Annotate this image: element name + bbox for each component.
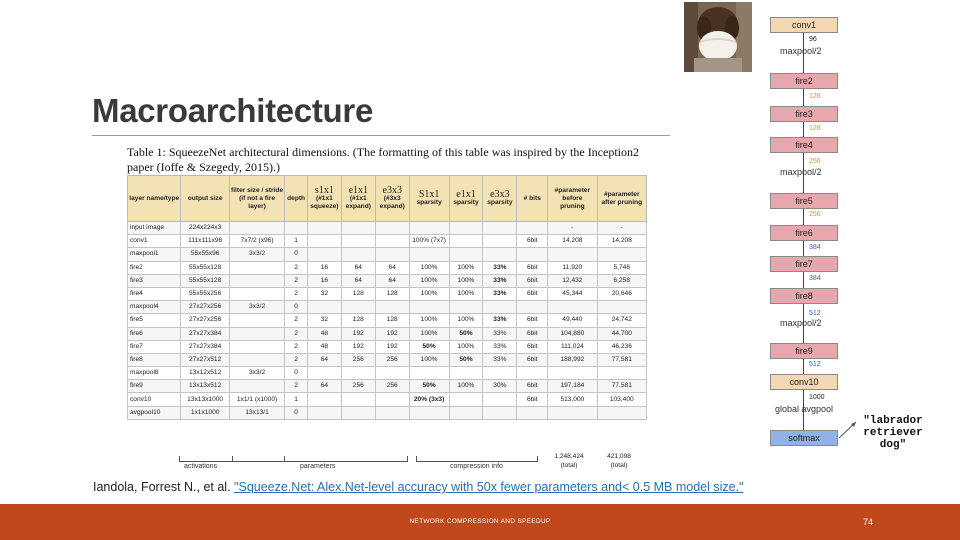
node-fire5: fire5 [770,193,838,209]
table-cell [229,274,285,287]
table-cell [229,261,285,274]
table-cell: 128 [341,287,375,300]
slide-title: Macroarchitecture [92,92,374,129]
table-cell: 192 [375,327,409,340]
table-cell [483,235,517,248]
header-e1x1-main: e1x1 [348,184,369,196]
table-cell: 64 [341,261,375,274]
table-cell: 0 [285,406,308,419]
header-e1x1 [341,176,375,222]
table-cell [307,222,341,235]
table-cell [597,367,646,380]
table-cell: input image [128,222,181,235]
table-cell: 103,400 [597,393,646,406]
table-cell: 32 [307,287,341,300]
citation-link[interactable]: "Squeeze.Net: Alex.Net-level accuracy with 50x fewer parameters and< 0.5 MB model size." [234,480,744,494]
table-cell: 33% [483,353,517,366]
table-cell: 33% [483,327,517,340]
node-conv10: conv10 [770,374,838,390]
table-cell: 12,432 [548,274,597,287]
table-cell: 33% [483,287,517,300]
table-row [128,235,647,248]
table-cell: 2 [285,287,308,300]
footer-title: NETWORK COMPRESSION AND SPEEDUP [409,518,551,525]
table-row [128,274,647,287]
table-cell: 100% [409,353,449,366]
header-s1x1-sparsity-main: S1x1 [418,188,440,200]
table-cell: 45,344 [548,287,597,300]
node-fire4: fire4 [770,137,838,153]
pool-maxpool4: maxpool/2 [780,167,822,177]
table-cell: 100% [449,340,483,353]
brace-activations-label: activations [184,463,218,470]
table-cell: 128 [375,287,409,300]
header-bits: # bits [517,176,548,222]
table-cell: fire4 [128,287,181,300]
table-cell: maxpool1 [128,248,181,261]
table-cell: 44,700 [597,327,646,340]
header-e3x3-sparsity-main: e3x3 [490,188,510,200]
table-cell: 27x27x384 [181,340,229,353]
table-cell: 50% [409,340,449,353]
table-cell [307,367,341,380]
table-cell: 50% [449,327,483,340]
table-cell [307,301,341,314]
table-cell [229,380,285,393]
table-cell: 33% [483,340,517,353]
pool-maxpool8: maxpool/2 [780,318,822,328]
table-cell: 20% (3x3) [409,393,449,406]
table-cell: 55x55x96 [181,248,229,261]
table-cell [548,406,597,419]
result-arrow-icon [838,418,860,442]
table-cell: 16 [307,274,341,287]
table-cell: 0 [285,248,308,261]
table-cell: - [597,222,646,235]
table-cell [517,406,548,419]
table-cell: 20,646 [597,287,646,300]
flow-96: 96 [809,36,817,43]
table-cell [307,248,341,261]
table-cell [375,301,409,314]
table-cell [449,406,483,419]
table-cell [341,406,375,419]
table-cell [449,393,483,406]
table-cell [483,367,517,380]
table-cell [307,406,341,419]
table-cell: 2 [285,274,308,287]
node-fire8: fire8 [770,288,838,304]
table-row [128,367,647,380]
table-cell [229,314,285,327]
table-cell: 6,258 [597,274,646,287]
table-row [128,222,647,235]
header-params-after: #parameter after pruning [597,176,646,222]
node-conv1: conv1 [770,17,838,33]
table-cell: fire7 [128,340,181,353]
header-s1x1 [307,176,341,222]
table-cell: 224x224x3 [181,222,229,235]
table-cell: 46,236 [597,340,646,353]
node-fire3: fire3 [770,106,838,122]
table-cell: 100% (7x7) [409,235,449,248]
table-cell [375,248,409,261]
flow-384a: 384 [809,244,821,251]
table-cell: 27x27x384 [181,327,229,340]
table-row [128,261,647,274]
table-row [128,314,647,327]
table-cell [229,353,285,366]
table-header-row [128,176,647,222]
table-row [128,380,647,393]
header-e3x3-sub: (#3x3 expand) [379,194,405,210]
header-s1x1-sub: (#1x1 squeeze) [310,194,339,210]
flow-128b: 128 [809,125,821,132]
table-cell: 256 [375,380,409,393]
table-cell: 30% [483,380,517,393]
table-cell [483,222,517,235]
table-cell [483,248,517,261]
table-cell: 50% [449,353,483,366]
flow-256b: 256 [809,211,821,218]
table-cell [483,301,517,314]
table-cell: 6bit [517,314,548,327]
table-cell: 64 [341,274,375,287]
dog-photo [684,2,752,72]
header-e1x1-sparsity-sub: sparsity [453,198,479,206]
table-row [128,301,647,314]
table-cell: 27x27x256 [181,301,229,314]
table-cell [449,367,483,380]
table-cell [341,301,375,314]
table-cell [483,406,517,419]
table-cell: 6bit [517,287,548,300]
table-cell: 55x55x256 [181,287,229,300]
table-cell [409,367,449,380]
header-params-before: #parameter before pruning [548,176,597,222]
citation-authors: Iandola, Forrest N., et al. [93,480,235,494]
table-cell: 111,024 [548,340,597,353]
table-cell: 100% [449,380,483,393]
table-cell: 6bit [517,393,548,406]
table-cell [517,301,548,314]
table-cell: 33% [483,261,517,274]
table-cell: 6bit [517,261,548,274]
table-cell [341,393,375,406]
table-cell: 55x55x128 [181,274,229,287]
flow-1000: 1000 [809,394,825,401]
table-cell: 1 [285,235,308,248]
header-layer: layer name/type [128,176,181,222]
table-cell: maxpool4 [128,301,181,314]
table-cell [229,222,285,235]
table-cell: 64 [307,353,341,366]
table-row [128,406,647,419]
table-cell [517,367,548,380]
total-before-value: 1,248,424 [554,453,584,460]
brace-parameters [232,456,408,462]
pool-global-avgpool: global avgpool [775,404,834,414]
header-filter-size: filter size / stride (if not a fire layer) [229,176,285,222]
table-cell: 50% [409,380,449,393]
table-cell: 100% [449,274,483,287]
table-cell: 128 [375,314,409,327]
table-row [128,353,647,366]
table-cell: - [548,222,597,235]
table-cell: 6bit [517,353,548,366]
node-softmax: softmax [770,430,838,446]
table-cell: 6bit [517,274,548,287]
table-cell [229,287,285,300]
table-cell: 100% [409,274,449,287]
table-cell [597,301,646,314]
table-cell: fire8 [128,353,181,366]
node-fire7: fire7 [770,256,838,272]
header-e1x1-sub: (#1x1 expand) [345,194,371,210]
brace-compression-label: compression info [450,463,503,470]
pool-maxpool1: maxpool/2 [780,46,822,56]
table-row [128,248,647,261]
table-cell: 111x111x96 [181,235,229,248]
table-cell [285,222,308,235]
table-row [128,287,647,300]
table-cell: 104,880 [548,327,597,340]
table-cell: 2 [285,314,308,327]
table-cell [449,235,483,248]
flow-128a: 128 [809,93,821,100]
table-row [128,393,647,406]
table-cell: 6bit [517,235,548,248]
table-cell: 513,000 [548,393,597,406]
table-cell: conv1 [128,235,181,248]
table-cell: 100% [409,261,449,274]
table-cell: avgpool10 [128,406,181,419]
total-after-value: 421,098 [607,453,631,460]
table-cell: 14,208 [548,235,597,248]
title-divider [92,135,670,136]
table-cell: 100% [449,261,483,274]
table-cell: 48 [307,340,341,353]
table-cell: 0 [285,301,308,314]
table-cell: 13x13x1000 [181,393,229,406]
node-fire2: fire2 [770,73,838,89]
table-cell [517,222,548,235]
table-cell: 3x3/2 [229,301,285,314]
table-cell [597,406,646,419]
table-cell: 256 [341,380,375,393]
table-cell: 13x13x512 [181,380,229,393]
node-fire6: fire6 [770,225,838,241]
table-cell: 100% [409,314,449,327]
table-cell [483,393,517,406]
table-cell [375,222,409,235]
table-cell: 100% [449,287,483,300]
table-row [128,327,647,340]
table-cell: 16 [307,261,341,274]
table-caption: Table 1: SqueezeNet architectural dimensions. (The formatting of this table was inspired by the Inception2 paper (Ioffe & Szegedy, 2015).) [127,145,640,174]
table-cell [548,248,597,261]
table-cell [341,367,375,380]
table-cell: 1x1x1000 [181,406,229,419]
flow-512a: 512 [809,310,821,317]
table-cell [341,248,375,261]
table-cell: 100% [409,327,449,340]
table-cell: 192 [341,340,375,353]
table-cell: 192 [341,327,375,340]
table-cell: 100% [409,287,449,300]
flow-384b: 384 [809,275,821,282]
table-cell [449,222,483,235]
table-cell [341,222,375,235]
table-cell: fire3 [128,274,181,287]
table-row [128,340,647,353]
table-cell: maxpool8 [128,367,181,380]
table-cell: 64 [375,274,409,287]
table-cell [375,235,409,248]
table-cell: fire2 [128,261,181,274]
total-after-label: (total) [610,462,628,469]
table-cell: 64 [375,261,409,274]
table-cell: 5,746 [597,261,646,274]
table-cell: 0 [285,367,308,380]
header-e1x1-sparsity [449,176,483,222]
table-cell [409,248,449,261]
table-cell [449,248,483,261]
table-cell: 14,208 [597,235,646,248]
node-fire9: fire9 [770,343,838,359]
table-cell: 33% [483,274,517,287]
table-cell: 1 [285,393,308,406]
brace-compression [416,456,538,462]
table-cell: 2 [285,261,308,274]
table-cell: 256 [375,353,409,366]
table-cell [597,248,646,261]
table-cell: 192 [375,340,409,353]
table-cell [375,367,409,380]
header-e3x3 [375,176,409,222]
table-cell: 13x12x512 [181,367,229,380]
table-cell: 32 [307,314,341,327]
table-cell: 48 [307,327,341,340]
table-cell: 188,992 [548,353,597,366]
table-cell: 6bit [517,327,548,340]
table-cell: 77,581 [597,380,646,393]
table-cell [307,393,341,406]
total-before [544,452,594,470]
table-cell [375,393,409,406]
classification-result [858,415,928,451]
table-cell: 77,581 [597,353,646,366]
table-cell: 33% [483,314,517,327]
table-cell: 27x27x256 [181,314,229,327]
table-cell: 128 [341,314,375,327]
flow-256a: 256 [809,158,821,165]
table-cell: 64 [307,380,341,393]
table-cell [341,235,375,248]
table-cell: fire5 [128,314,181,327]
flow-512b: 512 [809,361,821,368]
brace-parameters-label: parameters [300,463,336,470]
table-cell: fire6 [128,327,181,340]
table-cell [409,301,449,314]
table-cell: 2 [285,340,308,353]
table-cell [548,301,597,314]
page-number: 74 [863,517,874,527]
architecture-table [127,175,647,420]
table-cell: 1x1/1 (x1000) [229,393,285,406]
total-after [594,452,644,470]
header-s1x1-sparsity [409,176,449,222]
table-cell: 55x55x128 [181,261,229,274]
table-cell: 13x13/1 [229,406,285,419]
table-cell [449,301,483,314]
table-cell: 11,920 [548,261,597,274]
header-depth: depth [285,176,308,222]
table-cell: 24,742 [597,314,646,327]
header-e3x3-sparsity-sub: sparsity [487,198,513,206]
result-line-3: dog" [879,439,907,451]
table-cell: 3x3/2 [229,248,285,261]
table-cell [409,406,449,419]
header-e3x3-main: e3x3 [382,184,402,196]
header-s1x1-main: s1x1 [314,184,334,196]
result-line-2: retriever [863,427,923,439]
table-cell [517,248,548,261]
table-cell: 2 [285,327,308,340]
table-cell: 7x7/2 (x96) [229,235,285,248]
table-cell [375,406,409,419]
header-s1x1-sparsity-sub: sparsity [416,198,442,206]
table-cell: 49,440 [548,314,597,327]
table-cell: 2 [285,353,308,366]
table-cell: 2 [285,380,308,393]
table-cell: 197,184 [548,380,597,393]
table-cell: 100% [449,314,483,327]
result-line-1: "labrador [863,415,923,427]
table-cell [409,222,449,235]
table-cell: 3x3/2 [229,367,285,380]
table-cell [229,327,285,340]
table-cell [548,367,597,380]
table-cell [229,340,285,353]
table-cell: conv10 [128,393,181,406]
citation [93,480,744,494]
table-cell: fire9 [128,380,181,393]
table-cell: 27x27x512 [181,353,229,366]
header-e1x1-sparsity-main: e1x1 [456,188,476,200]
header-e3x3-sparsity [483,176,517,222]
total-before-label: (total) [560,462,578,469]
table-cell: 256 [341,353,375,366]
table-cell: 6bit [517,340,548,353]
table-cell: 6bit [517,380,548,393]
header-output-size: output size [181,176,229,222]
table-cell [307,235,341,248]
